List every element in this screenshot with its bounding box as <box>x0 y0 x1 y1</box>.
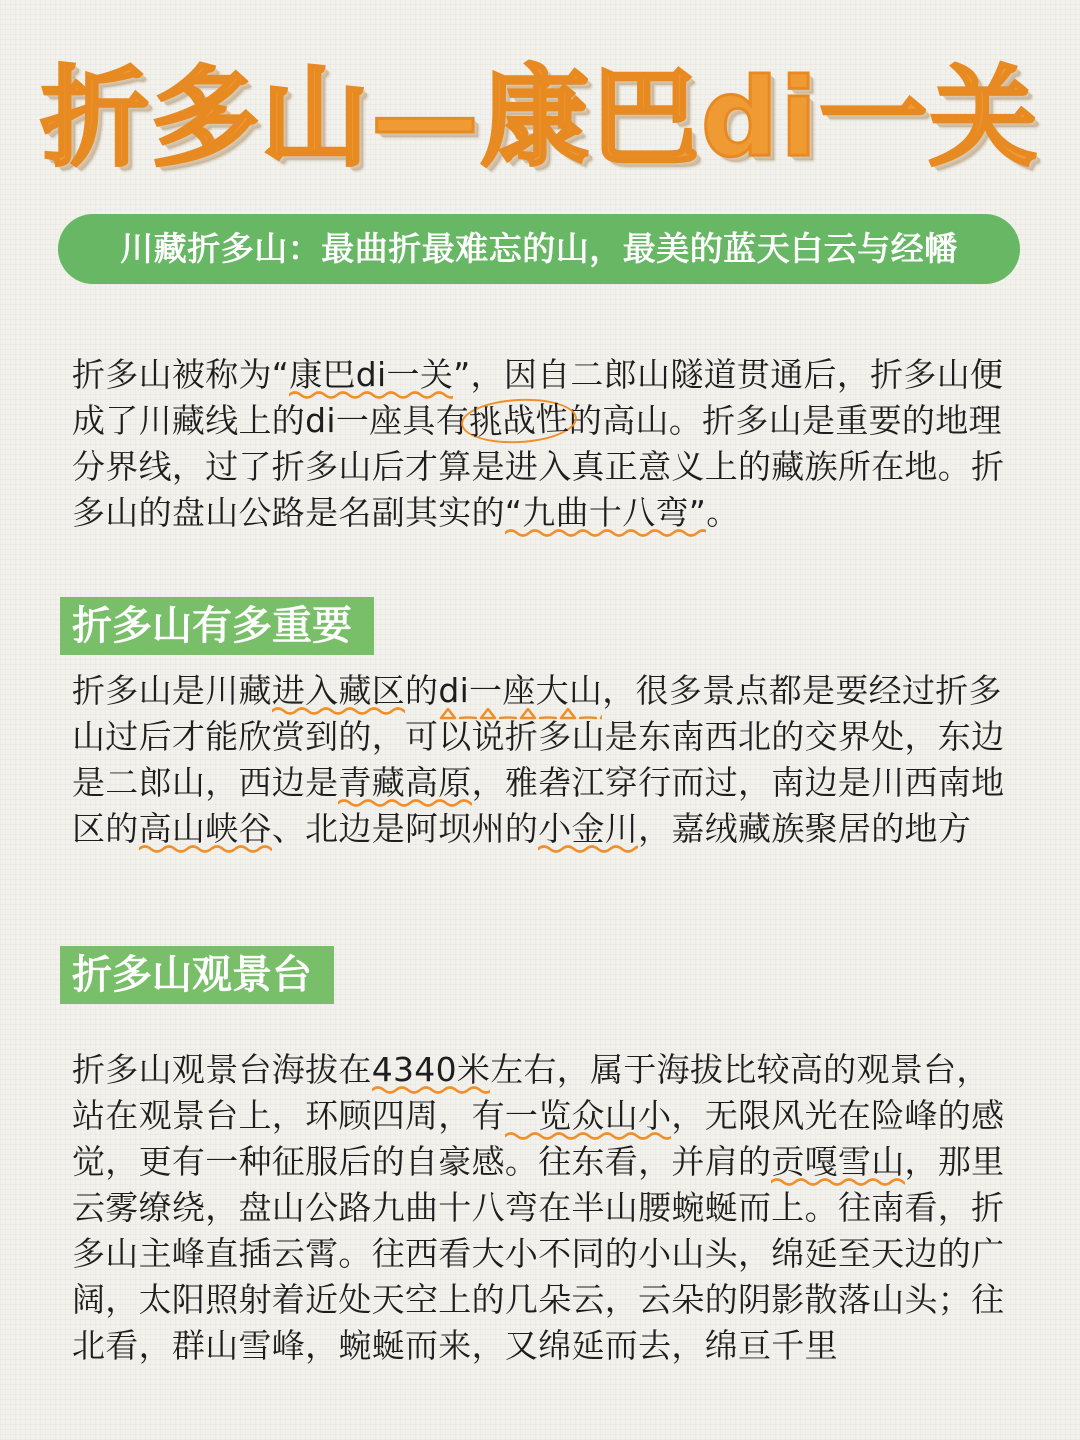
highlight-first-mountain: di一座大山 <box>438 671 602 720</box>
viewpoint-paragraph <box>72 1047 1012 1369</box>
text-run: ”，因自二郎山隧道贯通后，折多山便成了川藏线上的di一座具有 <box>72 355 1004 440</box>
text-run: ，无限风光在险峰的感觉，更有一种征服后的自豪感。往东看，并肩的 <box>72 1096 1005 1181</box>
text-run: 折多山是川藏 <box>72 671 272 710</box>
text-run: ，很多景点都是要经过折多山过后才能欣赏到的，可以说折多山是东南西北的交界处，东边是二郎山，西边是 <box>72 671 1005 802</box>
text-run: ，那里云雾缭绕，盘山公路九曲十八弯在半山腰蜿蜒而上。往南看，折多山主峰直插云霄。往西看大小不同的小山头，绵延至天边的广阔，太阳照射着近处天空上的几朵云，云朵的阴影散落山头；往北看，群山雪峰，蜿蜒而来，又绵延而去，绵亘千里 <box>72 1142 1005 1365</box>
text-run: 。 <box>706 493 740 532</box>
highlight-gorges: 高山峡谷 <box>139 809 272 854</box>
intro-paragraph <box>72 352 1012 536</box>
highlight-nine-bends: “九曲十八弯” <box>505 493 706 538</box>
text-run: ，嘉绒藏族聚居的地方 <box>638 809 972 848</box>
text-run: ，雅砻江穿行而过，南边是川西南地区的 <box>72 763 1005 848</box>
highlight-challenge-circled: 挑战性 <box>460 396 578 446</box>
text-run: 的 <box>405 671 439 710</box>
highlight-enter-tibet: 进入藏区 <box>272 671 405 716</box>
subtitle-banner: 川藏折多山：最曲折最难忘的山，最美的蓝天白云与经幡 <box>58 214 1020 284</box>
text-run: 、北边是阿坝州的 <box>271 809 539 848</box>
importance-paragraph <box>72 668 1012 852</box>
highlight-altitude: 4340米 <box>372 1050 490 1095</box>
highlight-plateau: 青藏高原 <box>338 763 471 808</box>
text-run: 的高山。折多山是重要的地理分界线，过了折多山后才算是进入真正意义上的藏族所在地。折多山的盘山公路是名副其实的 <box>72 401 1005 532</box>
highlight-panorama: 一览众山小 <box>505 1096 672 1141</box>
highlight-xiaojinchuan: 小金川 <box>538 809 638 854</box>
page-title: 折多山—康巴di一关 <box>40 56 1040 181</box>
text-run: 左右，属于海拔比较高的观景台，站在观景台上，环顾四周，有 <box>72 1050 990 1135</box>
highlight-kangba: 康巴di一关 <box>289 355 453 400</box>
section-heading-viewpoint: 折多山观景台 <box>60 946 334 1004</box>
text-run: 折多山被称为“ <box>72 355 290 394</box>
section-heading-importance: 折多山有多重要 <box>60 597 374 655</box>
highlight-gongga: 贡嘎雪山 <box>771 1142 904 1187</box>
text-run: 折多山观景台海拔在 <box>72 1050 372 1089</box>
